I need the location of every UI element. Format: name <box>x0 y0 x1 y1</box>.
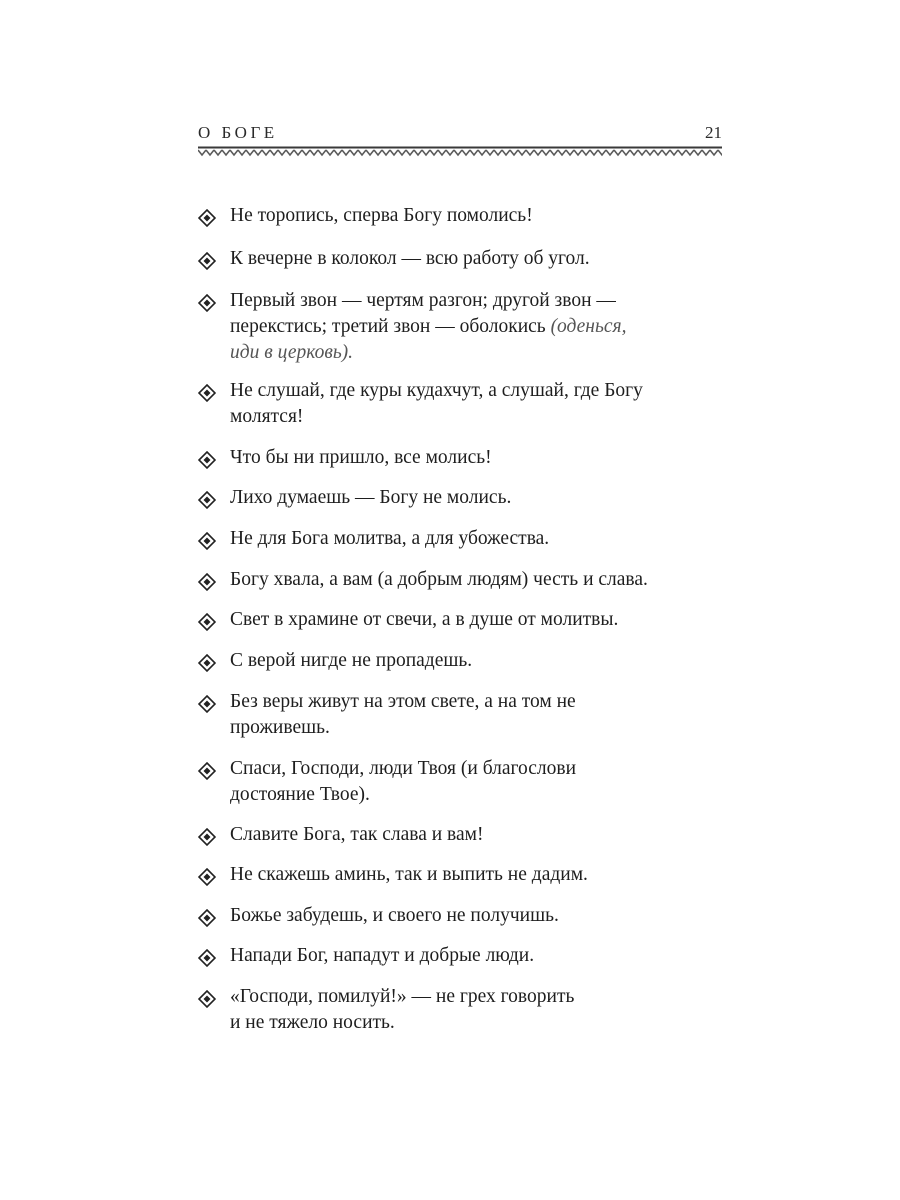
proverb-line: Не для Бога молитва, а для убожества. <box>230 528 550 549</box>
proverb-item <box>198 607 728 633</box>
proverb-text <box>230 288 728 366</box>
proverb-item <box>198 378 728 430</box>
diamond-bullet-icon <box>198 990 216 1008</box>
proverb-line: «Господи, помилуй!» — не грех говорить <box>230 986 575 1007</box>
proverb-item <box>198 246 728 272</box>
diamond-bullet-icon <box>198 828 216 846</box>
proverb-text <box>230 246 728 272</box>
proverb-item <box>198 862 728 888</box>
proverb-text <box>230 648 728 674</box>
diamond-bullet-icon <box>198 252 216 270</box>
proverb-item <box>198 203 728 229</box>
diamond-bullet-icon <box>198 654 216 672</box>
proverb-text <box>230 943 728 969</box>
proverb-line: Первый звон — чертям разгон; другой звон — <box>230 290 616 311</box>
diamond-bullet-icon <box>198 909 216 927</box>
proverb-text <box>230 445 728 471</box>
diamond-bullet-icon <box>198 949 216 967</box>
proverb-text <box>230 567 728 593</box>
proverb-item <box>198 485 728 511</box>
proverb-line: Свет в храмине от свечи, а в душе от молитвы. <box>230 609 619 630</box>
proverb-line <box>230 314 728 340</box>
proverb-item <box>198 445 728 471</box>
proverb-line: С верой нигде не пропадешь. <box>230 650 473 671</box>
proverb-line: достояние Твое). <box>230 784 370 805</box>
proverb-text <box>230 689 728 741</box>
proverb-item <box>198 689 728 741</box>
proverb-text <box>230 862 728 888</box>
diamond-bullet-icon <box>198 573 216 591</box>
proverb-line: Напади Бог, нападут и добрые люди. <box>230 945 535 966</box>
proverb-line-text: перекстись; третий звон — оболокись <box>230 316 546 337</box>
proverb-item <box>198 288 728 366</box>
proverb-item <box>198 526 728 552</box>
proverb-item <box>198 903 728 929</box>
running-head <box>198 122 722 144</box>
proverb-text <box>230 526 728 552</box>
proverb-line: Славите Бога, так слава и вам! <box>230 824 484 845</box>
proverb-text <box>230 203 728 229</box>
gloss-note: иди в церковь). <box>230 342 354 363</box>
ornamental-divider <box>198 146 722 158</box>
diamond-bullet-icon <box>198 868 216 886</box>
proverb-item <box>198 984 728 1036</box>
proverb-line: Спаси, Господи, люди Твоя (и благослови <box>230 758 577 779</box>
proverb-item <box>198 567 728 593</box>
proverb-text <box>230 756 728 808</box>
proverb-line: Без веры живут на этом свете, а на том не <box>230 691 576 712</box>
diamond-bullet-icon <box>198 532 216 550</box>
diamond-bullet-icon <box>198 491 216 509</box>
proverb-line: Богу хвала, а вам (а добрым людям) честь и слава. <box>230 569 648 590</box>
diamond-bullet-icon <box>198 294 216 312</box>
proverb-line: К вечерне в колокол — всю работу об угол. <box>230 248 590 269</box>
diamond-bullet-icon <box>198 451 216 469</box>
diamond-bullet-icon <box>198 695 216 713</box>
diamond-bullet-icon <box>198 209 216 227</box>
section-title: О БОГЕ <box>198 123 278 142</box>
proverb-text <box>230 903 728 929</box>
proverb-line: Что бы ни пришло, все молись! <box>230 447 492 468</box>
proverb-line: и не тяжело носить. <box>230 1012 395 1033</box>
proverb-text <box>230 378 728 430</box>
page-number: 21 <box>705 123 722 142</box>
proverb-item <box>198 756 728 808</box>
diamond-bullet-icon <box>198 384 216 402</box>
proverb-text <box>230 984 728 1036</box>
proverb-text <box>230 822 728 848</box>
proverb-line: Лихо думаешь — Богу не молись. <box>230 487 512 508</box>
proverb-line: Не слушай, где куры кудахчут, а слушай, где Богу <box>230 380 643 401</box>
gloss-note: (оденься, <box>550 316 627 337</box>
proverb-line: Божье забудешь, и своего не получишь. <box>230 905 559 926</box>
proverb-line: Не торопись, сперва Богу помолись! <box>230 205 533 226</box>
diamond-bullet-icon <box>198 613 216 631</box>
proverb-line: Не скажешь аминь, так и выпить не дадим. <box>230 864 588 885</box>
proverb-item <box>198 943 728 969</box>
proverb-line: молятся! <box>230 406 304 427</box>
diamond-bullet-icon <box>198 762 216 780</box>
proverb-text <box>230 485 728 511</box>
proverb-text <box>230 607 728 633</box>
proverb-line: проживешь. <box>230 717 330 738</box>
proverb-item <box>198 648 728 674</box>
proverb-item <box>198 822 728 848</box>
